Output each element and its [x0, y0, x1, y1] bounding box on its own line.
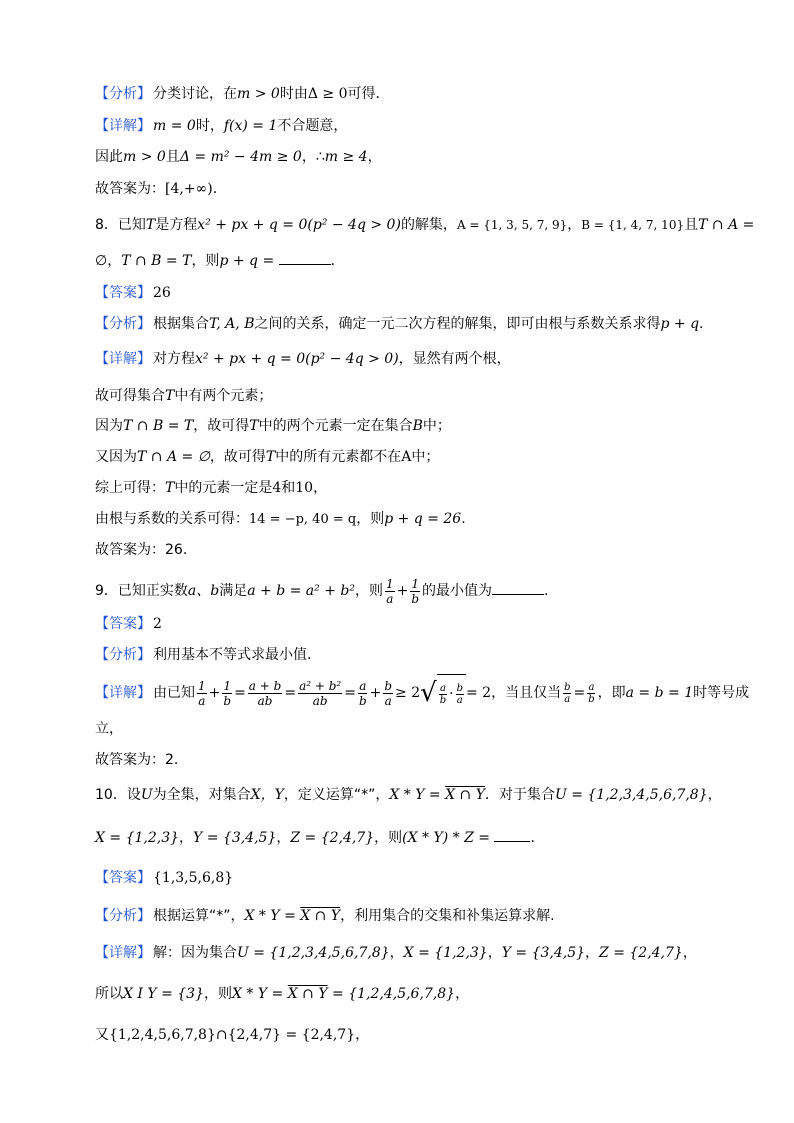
answer-tag: 【答案】: [95, 870, 151, 886]
q8-detail-line-6: 由根与系数的关系可得：14 = −p, 40 = q，则p + q = 26.: [95, 511, 466, 527]
analysis-tag: 【分析】: [95, 316, 151, 332]
q10-stem: 10．设U为全集，对集合X，Y，定义运算“*”，X * Y = X ∩ Y．对于集合U = {1,2,3,4,5,6,7,8}，: [95, 787, 722, 803]
q9-detail-line-2: 立，: [95, 721, 123, 737]
q9-final-line: 故答案为：2.: [95, 752, 179, 768]
q8-detail-line-2: 故可得集合T中有两个元素；: [95, 388, 273, 404]
q8-detail-line-3: 因为T ∩ B = T，故可得T中的两个元素一定在集合B中；: [95, 418, 451, 434]
fraction: $\frac{1}{b}$: [411, 576, 420, 606]
q8-detail-line-4: 又因为T ∩ A = ∅，故可得T中的所有元素都不在A中；: [95, 449, 440, 465]
q10-detail-line-2: 所以X I Y = {3}，则X * Y = X ∩ Y = {1,2,4,5,6,7,8}，: [95, 986, 470, 1002]
answer-blank: [492, 580, 544, 595]
q8-analysis-line: 【分析】 根据集合T, A, B之间的关系，确定一元二次方程的解集，即可由根与系数关系求得p + q.: [95, 316, 704, 332]
fraction: $\frac{b}{a}$: [384, 678, 393, 708]
prev-detail-line-2: 因此m > 0且Δ = m² − 4m ≥ 0，∴m ≥ 4，: [95, 149, 382, 165]
analysis-tag: 【分析】: [95, 86, 151, 102]
prev-detail-line: 【详解】 m = 0时，f(x) = 1不合题意，: [95, 118, 348, 134]
square-root: √ $\frac{a}{b}$ · $\frac{b}{a}$: [420, 674, 466, 712]
fraction: $\frac{1}{a}$: [385, 576, 394, 606]
q10-analysis-line: 【分析】 根据运算“*”，X * Y = X ∩ Y，利用集合的交集和补集运算求解.: [95, 908, 555, 924]
analysis-tag: 【分析】: [95, 647, 151, 663]
q8-stem: 8．已知T是方程x² + px + q = 0(p² − 4q > 0)的解集，A = {1, 3, 5, 7, 9}，B = {1, 4, 7, 10}且T ∩ A =: [95, 217, 755, 233]
q10-stem-2: X = {1,2,3}，Y = {3,4,5}，Z = {2,4,7}，则(X * Y) * Z = ．: [95, 827, 544, 847]
q9-stem: 9．已知正实数a、b满足a + b = a² + b²，则 $\frac{1}{a}$ + $\frac{1}{b}$ 的最小值为 .: [95, 576, 549, 606]
q10-detail-line-3: 又{1,2,4,5,6,7,8}∩{2,4,7} = {2,4,7}，: [95, 1027, 370, 1043]
q10-detail-line: 【详解】 解：因为集合U = {1,2,3,4,5,6,7,8}，X = {1,2,3}，Y = {3,4,5}，Z = {2,4,7}，: [95, 945, 697, 961]
answer-tag: 【答案】: [95, 285, 151, 301]
prev-answer-line: 故答案为：[4,+∞)．: [95, 181, 227, 197]
answer-blank: [279, 250, 331, 265]
prev-analysis-line: 【分析】 分类讨论，在m > 0时由Δ ≥ 0可得．: [95, 86, 390, 102]
answer-blank: [494, 827, 530, 842]
q8-detail-line: 【详解】 对方程x² + px + q = 0(p² − 4q > 0)，显然有两个根，: [95, 351, 511, 367]
fraction: $\frac{\text{a² + b²}}{ab}$: [299, 678, 342, 708]
fraction: $\frac{a + b}{ab}$: [248, 678, 282, 708]
q8-detail-line-5: 综上可得：T中的元素一定是4和10，: [95, 480, 328, 496]
fraction: $\frac{b}{a}$: [564, 681, 571, 705]
q9-detail-line: 【详解】 由已知 $\frac{1}{a}$ + $\frac{1}{b}$ = $\frac{a + b}{ab}$ = $\frac{\text{a² + b²}}{ab}$ = $\frac{a}{b}$ + $\frac{b}{a}$ ≥ 2 √ $\frac{a}{b}$ · $\frac{b}{a}$ = 2，当且仅当 $\frac{b}{a}$ = $\frac{a}{b}$ ，即a = b = 1时等号成: [95, 674, 749, 710]
fraction: $\frac{a}{b}$: [358, 678, 367, 708]
q8-stem-2: ∅，T ∩ B = T，则p + q = ．: [95, 250, 345, 270]
fraction: $\frac{1}{b}$: [223, 678, 232, 708]
q8-final-line: 故答案为：26.: [95, 542, 188, 558]
q9-answer-line: 【答案】 2: [95, 616, 162, 632]
fraction: $\frac{1}{a}$: [198, 678, 206, 708]
q8-answer-line: 【答案】 26: [95, 285, 171, 301]
fraction: $\frac{a}{b}$: [588, 681, 595, 705]
q9-analysis-line: 【分析】 利用基本不等式求最小值.: [95, 647, 312, 663]
detail-tag: 【详解】: [95, 945, 151, 961]
q10-answer-line: 【答案】 {1,3,5,6,8}: [95, 870, 234, 886]
answer-tag: 【答案】: [95, 616, 151, 632]
detail-tag: 【详解】: [95, 685, 151, 701]
detail-tag: 【详解】: [95, 118, 151, 134]
detail-tag: 【详解】: [95, 351, 151, 367]
analysis-tag: 【分析】: [95, 908, 151, 924]
